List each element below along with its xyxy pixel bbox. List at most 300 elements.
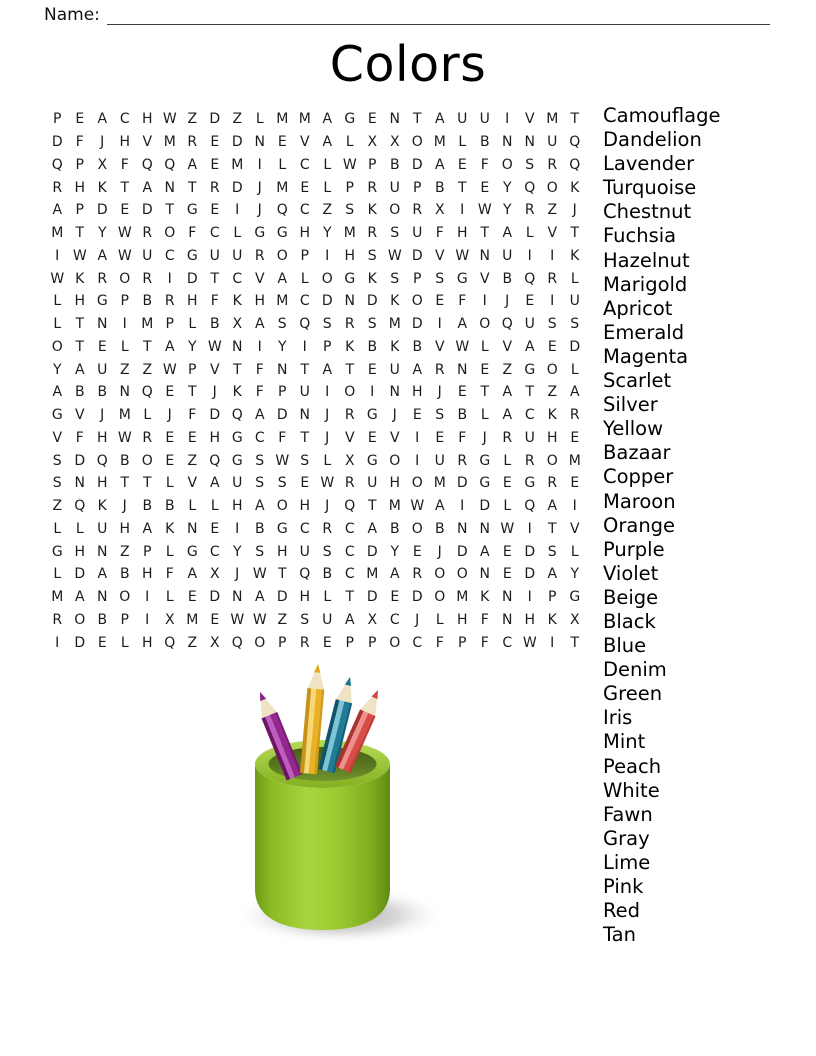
grid-letter: U [524, 316, 535, 333]
grid-letter: R [457, 452, 468, 469]
grid-letter: V [434, 338, 445, 355]
grid-letter: T [120, 475, 130, 492]
grid-letter: R [367, 225, 378, 242]
word-list-item: Emerald [603, 320, 685, 344]
grid-letter: A [254, 589, 265, 606]
grid-letter: J [122, 498, 127, 515]
grid-letter: J [257, 202, 262, 219]
grid-letter: V [547, 225, 558, 242]
grid-letter: L [323, 156, 332, 173]
grid-letter: W [207, 338, 222, 355]
grid-letter: W [455, 247, 470, 264]
grid-letter: J [437, 543, 442, 560]
grid-letter: G [524, 475, 536, 492]
grid-letter: F [435, 225, 444, 242]
grid-letter: P [278, 384, 287, 401]
grid-letter: I [257, 338, 262, 355]
grid-letter: A [187, 566, 198, 583]
grid-letter: B [412, 338, 423, 355]
grid-letter: U [434, 452, 445, 469]
grid-letter: A [74, 589, 85, 606]
grid-letter: T [480, 384, 490, 401]
grid-letter: R [344, 475, 355, 492]
grid-letter: F [435, 634, 444, 651]
grid-letter: G [479, 452, 491, 469]
grid-letter: G [276, 225, 288, 242]
grid-letter: I [257, 156, 262, 173]
grid-letter: L [210, 498, 219, 515]
word-list-item: Pink [603, 875, 644, 898]
grid-letter: H [74, 293, 86, 310]
grid-letter: A [142, 179, 153, 196]
grid-letter: L [165, 475, 174, 492]
grid-letter: I [460, 202, 465, 219]
grid-letter: W [117, 247, 132, 264]
grid-letter: K [390, 338, 400, 355]
grid-letter: G [366, 407, 378, 424]
grid-letter: Z [547, 384, 558, 401]
grid-letter: G [524, 361, 536, 378]
grid-letter: O [434, 589, 446, 606]
grid-letter: W [252, 611, 267, 628]
grid-letter: E [457, 156, 467, 173]
word-list-item: Turquoise [603, 176, 697, 200]
grid-letter: Z [187, 452, 198, 469]
grid-letter: E [210, 134, 220, 151]
grid-letter: I [527, 247, 532, 264]
grid-letter: M [163, 134, 176, 151]
grid-letter: A [322, 111, 333, 128]
grid-letter: N [502, 134, 513, 151]
grid-letter: Y [52, 361, 62, 378]
grid-letter: A [164, 338, 175, 355]
grid-letter: E [300, 475, 310, 492]
grid-letter: Y [502, 179, 512, 196]
grid-letter: J [257, 179, 262, 196]
grid-letter: D [51, 134, 63, 151]
grid-letter: Y [187, 338, 197, 355]
grid-letter: Q [141, 384, 153, 401]
grid-letter: S [300, 452, 310, 469]
grid-letter: S [390, 225, 400, 242]
grid-letter: B [457, 407, 468, 424]
grid-letter: A [209, 475, 220, 492]
grid-letter: F [120, 156, 129, 173]
grid-letter: V [389, 429, 400, 446]
grid-letter: A [457, 316, 468, 333]
grid-letter: R [412, 566, 423, 583]
grid-letter: G [344, 111, 356, 128]
grid-letter: C [209, 543, 220, 560]
grid-letter: N [299, 407, 310, 424]
grid-letter: I [122, 316, 127, 333]
grid-letter: U [569, 293, 580, 310]
grid-letter: S [255, 543, 265, 560]
grid-letter: O [389, 202, 401, 219]
grid-letter: T [75, 338, 85, 355]
grid-letter: W [117, 429, 132, 446]
grid-letter: E [547, 338, 557, 355]
grid-letter: D [74, 566, 86, 583]
grid-letter: T [367, 498, 377, 515]
grid-letter: G [479, 475, 491, 492]
grid-letter: L [188, 498, 197, 515]
grid-letter: R [344, 407, 355, 424]
grid-letter: T [547, 520, 557, 537]
grid-letter: D [411, 316, 423, 333]
grid-letter: O [51, 338, 63, 355]
grid-letter: S [300, 611, 310, 628]
word-list [603, 104, 720, 947]
page-title: Colors [329, 36, 487, 93]
grid-letter: Z [187, 634, 198, 651]
grid-letter: J [392, 407, 397, 424]
grid-letter: D [231, 134, 243, 151]
grid-letter: Z [142, 361, 153, 378]
grid-letter: A [52, 384, 63, 401]
grid-letter: V [52, 429, 63, 446]
grid-letter: Z [52, 498, 63, 515]
grid-letter: Z [119, 361, 130, 378]
grid-letter: Q [299, 316, 311, 333]
grid-letter: O [321, 270, 333, 287]
grid-letter: T [75, 316, 85, 333]
grid-letter: J [415, 611, 420, 628]
grid-letter: U [232, 247, 243, 264]
grid-letter: N [232, 338, 243, 355]
grid-letter: X [97, 156, 108, 173]
grid-letter: B [97, 611, 108, 628]
word-search-grid [46, 108, 586, 654]
grid-letter: A [74, 361, 85, 378]
grid-letter: L [53, 566, 62, 583]
grid-letter: E [435, 293, 445, 310]
grid-letter: U [142, 247, 153, 264]
grid-letter: E [120, 202, 130, 219]
grid-letter: O [344, 384, 356, 401]
grid-letter: R [524, 202, 535, 219]
grid-letter: K [97, 498, 107, 515]
grid-letter: T [300, 361, 310, 378]
grid-letter: E [165, 384, 175, 401]
grid-letter: H [119, 520, 131, 537]
grid-letter: A [322, 134, 333, 151]
grid-letter: D [141, 202, 153, 219]
grid-letter: D [411, 156, 423, 173]
grid-letter: L [278, 156, 287, 173]
grid-letter: C [299, 293, 310, 310]
grid-letter: A [502, 384, 513, 401]
grid-letter: J [167, 407, 172, 424]
grid-letter: S [570, 316, 580, 333]
grid-letter: N [119, 384, 130, 401]
grid-letter: R [142, 225, 153, 242]
grid-letter: F [480, 611, 489, 628]
grid-letter: G [344, 270, 356, 287]
grid-letter: I [415, 452, 420, 469]
grid-letter: X [389, 134, 400, 151]
grid-letter: N [187, 520, 198, 537]
grid-letter: C [299, 202, 310, 219]
grid-letter: V [142, 134, 153, 151]
grid-letter: A [479, 543, 490, 560]
grid-letter: B [164, 498, 175, 515]
grid-letter: V [479, 270, 490, 287]
grid-letter: P [188, 361, 197, 378]
grid-letter: D [366, 543, 378, 560]
grid-letter: P [413, 270, 422, 287]
grid-letter: H [456, 611, 468, 628]
grid-letter: S [367, 247, 377, 264]
grid-letter: E [277, 134, 287, 151]
grid-letter: A [502, 225, 513, 242]
grid-letter: B [209, 316, 220, 333]
grid-letter: U [97, 361, 108, 378]
grid-letter: M [298, 111, 311, 128]
grid-letter: A [187, 156, 198, 173]
grid-letter: V [187, 475, 198, 492]
grid-letter: X [367, 134, 378, 151]
word-list-item: Magenta [603, 344, 689, 368]
grid-letter: D [456, 543, 468, 560]
grid-letter: I [505, 111, 510, 128]
grid-letter: H [186, 293, 198, 310]
grid-letter: I [572, 498, 577, 515]
grid-letter: R [344, 316, 355, 333]
grid-letter: I [167, 270, 172, 287]
grid-letter: S [255, 452, 265, 469]
grid-letter: E [165, 429, 175, 446]
grid-letter: W [342, 156, 357, 173]
word-list-item: Yellow [603, 417, 664, 441]
grid-letter: B [367, 338, 378, 355]
word-list-item: Iris [603, 706, 633, 730]
grid-letter: I [325, 384, 330, 401]
grid-letter: R [142, 270, 153, 287]
grid-letter: V [299, 134, 310, 151]
grid-letter: B [74, 384, 85, 401]
grid-letter: P [165, 316, 174, 333]
grid-letter: T [142, 475, 152, 492]
grid-letter: E [300, 179, 310, 196]
grid-letter: R [164, 293, 175, 310]
grid-letter: D [366, 293, 378, 310]
grid-letter: H [141, 111, 153, 128]
grid-letter: D [209, 111, 221, 128]
grid-letter: L [53, 316, 62, 333]
grid-letter: K [480, 589, 490, 606]
grid-letter: U [209, 247, 220, 264]
grid-letter: P [75, 202, 84, 219]
grid-letter: D [366, 589, 378, 606]
grid-letter: N [97, 543, 108, 560]
grid-letter: S [547, 543, 557, 560]
grid-letter: F [255, 384, 264, 401]
grid-letter: E [525, 293, 535, 310]
grid-letter: Q [524, 270, 536, 287]
grid-letter: H [254, 293, 266, 310]
grid-letter: R [52, 179, 63, 196]
grid-letter: C [299, 156, 310, 173]
grid-letter: A [434, 156, 445, 173]
grid-letter: K [97, 179, 107, 196]
grid-letter: D [479, 498, 491, 515]
grid-letter: O [389, 452, 401, 469]
grid-letter: O [434, 566, 446, 583]
grid-letter: W [230, 611, 245, 628]
grid-letter: H [546, 429, 558, 446]
grid-letter: N [97, 316, 108, 333]
grid-letter: L [323, 179, 332, 196]
grid-letter: N [502, 589, 513, 606]
grid-letter: T [345, 589, 355, 606]
grid-letter: R [254, 247, 265, 264]
grid-letter: M [388, 498, 401, 515]
grid-letter: A [97, 566, 108, 583]
grid-letter: A [547, 498, 558, 515]
grid-letter: L [188, 316, 197, 333]
grid-letter: E [480, 179, 490, 196]
grid-letter: T [75, 225, 85, 242]
grid-letter: W [410, 498, 425, 515]
grid-letter: A [277, 270, 288, 287]
grid-letter: D [209, 589, 221, 606]
grid-letter: G [276, 520, 288, 537]
grid-letter: O [546, 452, 558, 469]
grid-letter: H [96, 475, 108, 492]
grid-letter: Q [209, 452, 221, 469]
grid-letter: R [322, 520, 333, 537]
grid-letter: B [142, 498, 153, 515]
grid-letter: E [75, 111, 85, 128]
grid-letter: L [570, 361, 579, 378]
word-list-item: Purple [603, 537, 665, 561]
grid-letter: F [278, 429, 287, 446]
grid-letter: Z [232, 111, 243, 128]
grid-letter: M [276, 293, 289, 310]
grid-letter: G [186, 202, 198, 219]
grid-letter: N [164, 179, 175, 196]
grid-letter: P [75, 156, 84, 173]
grid-letter: I [370, 384, 375, 401]
grid-letter: B [119, 452, 130, 469]
grid-letter: U [299, 543, 310, 560]
grid-letter: B [502, 270, 513, 287]
grid-letter: P [278, 634, 287, 651]
grid-letter: A [389, 566, 400, 583]
grid-letter: W [117, 225, 132, 242]
grid-letter: I [55, 634, 60, 651]
grid-letter: R [502, 429, 513, 446]
pencil-cup-illustration [210, 652, 460, 952]
grid-letter: Q [569, 156, 581, 173]
grid-letter: H [389, 475, 401, 492]
grid-letter: F [458, 293, 467, 310]
grid-letter: E [570, 429, 580, 446]
grid-letter: T [187, 384, 197, 401]
word-list-item: Violet [603, 561, 659, 585]
grid-letter: S [255, 475, 265, 492]
grid-letter: O [276, 247, 288, 264]
grid-letter: A [254, 498, 265, 515]
grid-letter: W [522, 634, 537, 651]
grid-letter: A [97, 247, 108, 264]
grid-letter: O [456, 566, 468, 583]
grid-letter: R [142, 429, 153, 446]
grid-letter: Q [231, 634, 243, 651]
grid-letter: H [209, 429, 221, 446]
grid-letter: T [187, 179, 197, 196]
grid-letter: N [479, 566, 490, 583]
grid-letter: E [412, 407, 422, 424]
grid-letter: R [547, 270, 558, 287]
grid-letter: H [276, 543, 288, 560]
grid-letter: X [569, 611, 580, 628]
grid-letter: R [524, 452, 535, 469]
grid-letter: F [210, 293, 219, 310]
grid-letter: E [210, 202, 220, 219]
grid-letter: A [52, 202, 63, 219]
grid-letter: Q [569, 134, 581, 151]
grid-letter: T [412, 111, 422, 128]
grid-letter: D [524, 566, 536, 583]
word-list-item: Lime [603, 850, 651, 874]
grid-letter: O [141, 452, 153, 469]
grid-letter: Y [322, 225, 332, 242]
grid-letter: E [570, 475, 580, 492]
grid-letter: O [74, 611, 86, 628]
grid-letter: H [141, 566, 153, 583]
grid-letter: K [232, 384, 242, 401]
grid-letter: D [74, 452, 86, 469]
word-list-item: Marigold [603, 272, 688, 296]
grid-letter: R [569, 407, 580, 424]
grid-letter: L [323, 589, 332, 606]
grid-letter: M [433, 475, 446, 492]
grid-letter: J [482, 429, 487, 446]
grid-letter: P [368, 156, 377, 173]
grid-letter: N [254, 134, 265, 151]
grid-letter: N [502, 611, 513, 628]
grid-letter: W [455, 338, 470, 355]
grid-letter: L [525, 225, 534, 242]
grid-letter: S [367, 316, 377, 333]
word-list-item: Red [603, 899, 641, 923]
grid-letter: M [388, 316, 401, 333]
grid-letter: H [456, 225, 468, 242]
grid-letter: I [527, 520, 532, 537]
grid-letter: V [74, 407, 85, 424]
grid-letter: O [164, 225, 176, 242]
grid-letter: H [344, 247, 356, 264]
grid-letter: K [390, 293, 400, 310]
grid-letter: D [411, 589, 423, 606]
grid-letter: C [209, 225, 220, 242]
grid-letter: P [143, 543, 152, 560]
grid-letter: G [96, 293, 108, 310]
grid-letter: M [141, 316, 154, 333]
grid-letter: N [389, 384, 400, 401]
grid-letter: Y [570, 566, 580, 583]
grid-letter: G [231, 452, 243, 469]
grid-letter: P [548, 589, 557, 606]
word-list-item: Green [603, 682, 663, 706]
grid-letter: O [479, 316, 491, 333]
grid-letter: K [570, 247, 580, 264]
grid-letter: B [119, 566, 130, 583]
grid-letter: L [345, 134, 354, 151]
grid-letter: B [479, 134, 490, 151]
